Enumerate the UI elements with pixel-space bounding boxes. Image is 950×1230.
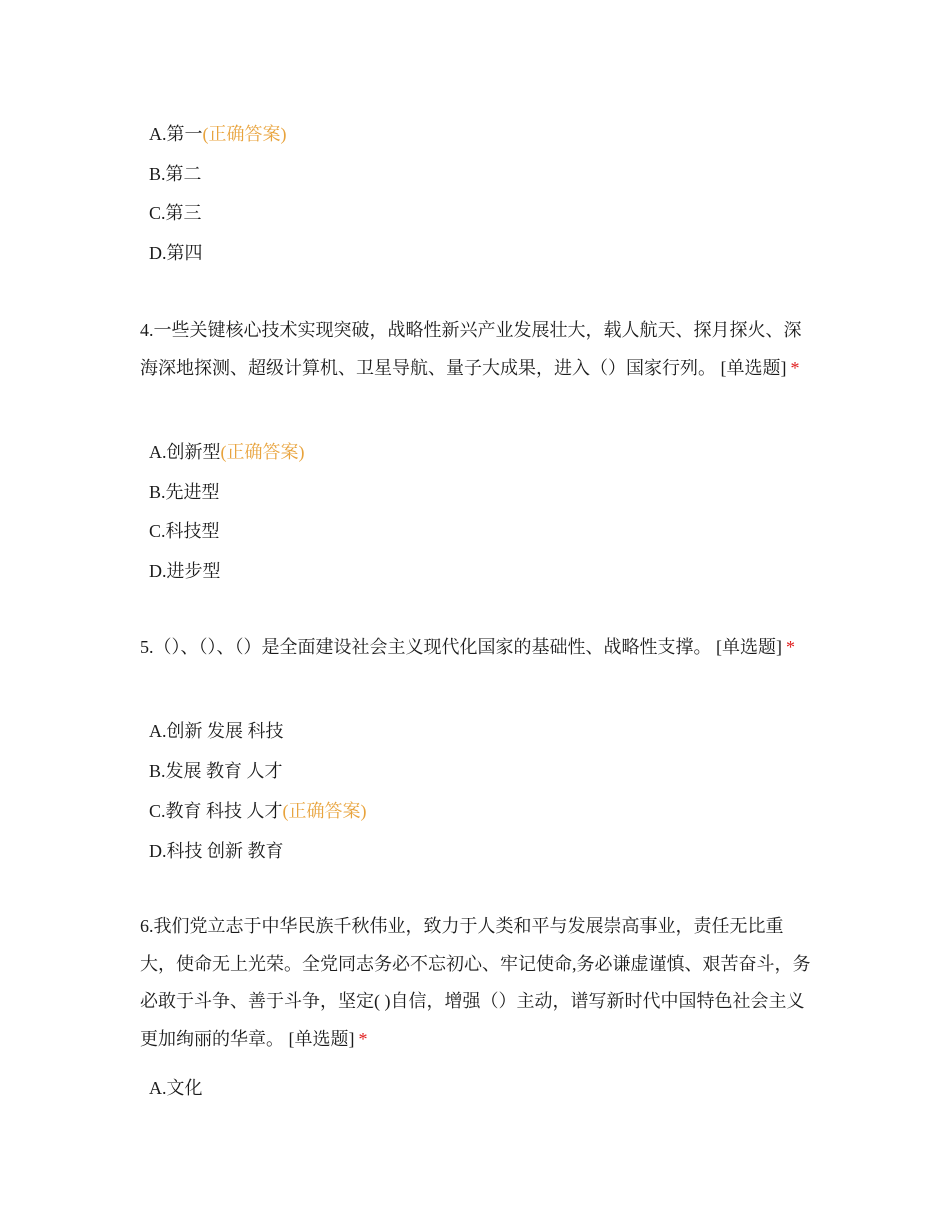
q3-option-c[interactable]: [149, 201, 202, 225]
option-label: C.第三: [149, 203, 202, 223]
required-star: *: [358, 1028, 368, 1049]
q3-option-a[interactable]: [149, 122, 287, 146]
q4-option-b[interactable]: [149, 480, 220, 504]
correct-answer-tag: (正确答案): [282, 801, 367, 821]
q4-option-d[interactable]: [149, 559, 221, 583]
q5-option-b[interactable]: [149, 759, 283, 783]
question-type-label: [单选题]: [288, 1028, 355, 1049]
option-label: C.教育 科技 人才: [149, 801, 283, 821]
option-label: A.创新型: [149, 442, 221, 462]
option-label: C.科技型: [149, 521, 220, 541]
option-label: D.科技 创新 教育: [149, 841, 284, 861]
option-label: B.发展 教育 人才: [149, 761, 283, 781]
q4-option-a[interactable]: [149, 440, 305, 464]
question-5: [140, 629, 812, 667]
option-label: A.第一: [149, 124, 203, 144]
option-label: A.文化: [149, 1078, 203, 1098]
q3-option-d[interactable]: [149, 241, 203, 265]
question-type-label: [单选题]: [720, 357, 787, 378]
option-label: D.进步型: [149, 561, 221, 581]
question-text: 6.我们党立志于中华民族千秋伟业，致力于人类和平与发展崇高事业，责任无比重大，使命无上光荣。全党同志务必不忘初心、牢记使命,务必谦虚谨慎、艰苦奋斗，务必敢于斗争、善于斗争，坚定( )自信，增强（）主动，谱写新时代中国特色社会主义更加绚丽的华章。: [140, 916, 811, 1049]
q5-option-d[interactable]: [149, 839, 284, 863]
required-star: *: [790, 357, 800, 378]
q5-option-a[interactable]: [149, 719, 284, 743]
q4-option-c[interactable]: [149, 519, 220, 543]
q5-option-c[interactable]: [149, 799, 367, 823]
option-label: B.先进型: [149, 482, 220, 502]
option-label: B.第二: [149, 164, 202, 184]
q6-option-a[interactable]: [149, 1076, 203, 1100]
question-text: 5.（）、（）、（）是全面建设社会主义现代化国家的基础性、战略性支撑。: [140, 637, 712, 657]
correct-answer-tag: (正确答案): [202, 124, 287, 144]
required-star: *: [786, 637, 795, 657]
question-4: [140, 312, 812, 387]
question-6: [140, 908, 812, 1058]
correct-answer-tag: (正确答案): [220, 442, 305, 462]
question-type-label: [单选题]: [716, 637, 782, 657]
option-label: A.创新 发展 科技: [149, 721, 284, 741]
q3-option-b[interactable]: [149, 162, 202, 186]
question-text: 4.一些关键核心技术实现突破，战略性新兴产业发展壮大，载人航天、探月探火、深海深地探测、超级计算机、卫星导航、量子大成果，进入（）国家行列。: [140, 320, 802, 378]
option-label: D.第四: [149, 243, 203, 263]
